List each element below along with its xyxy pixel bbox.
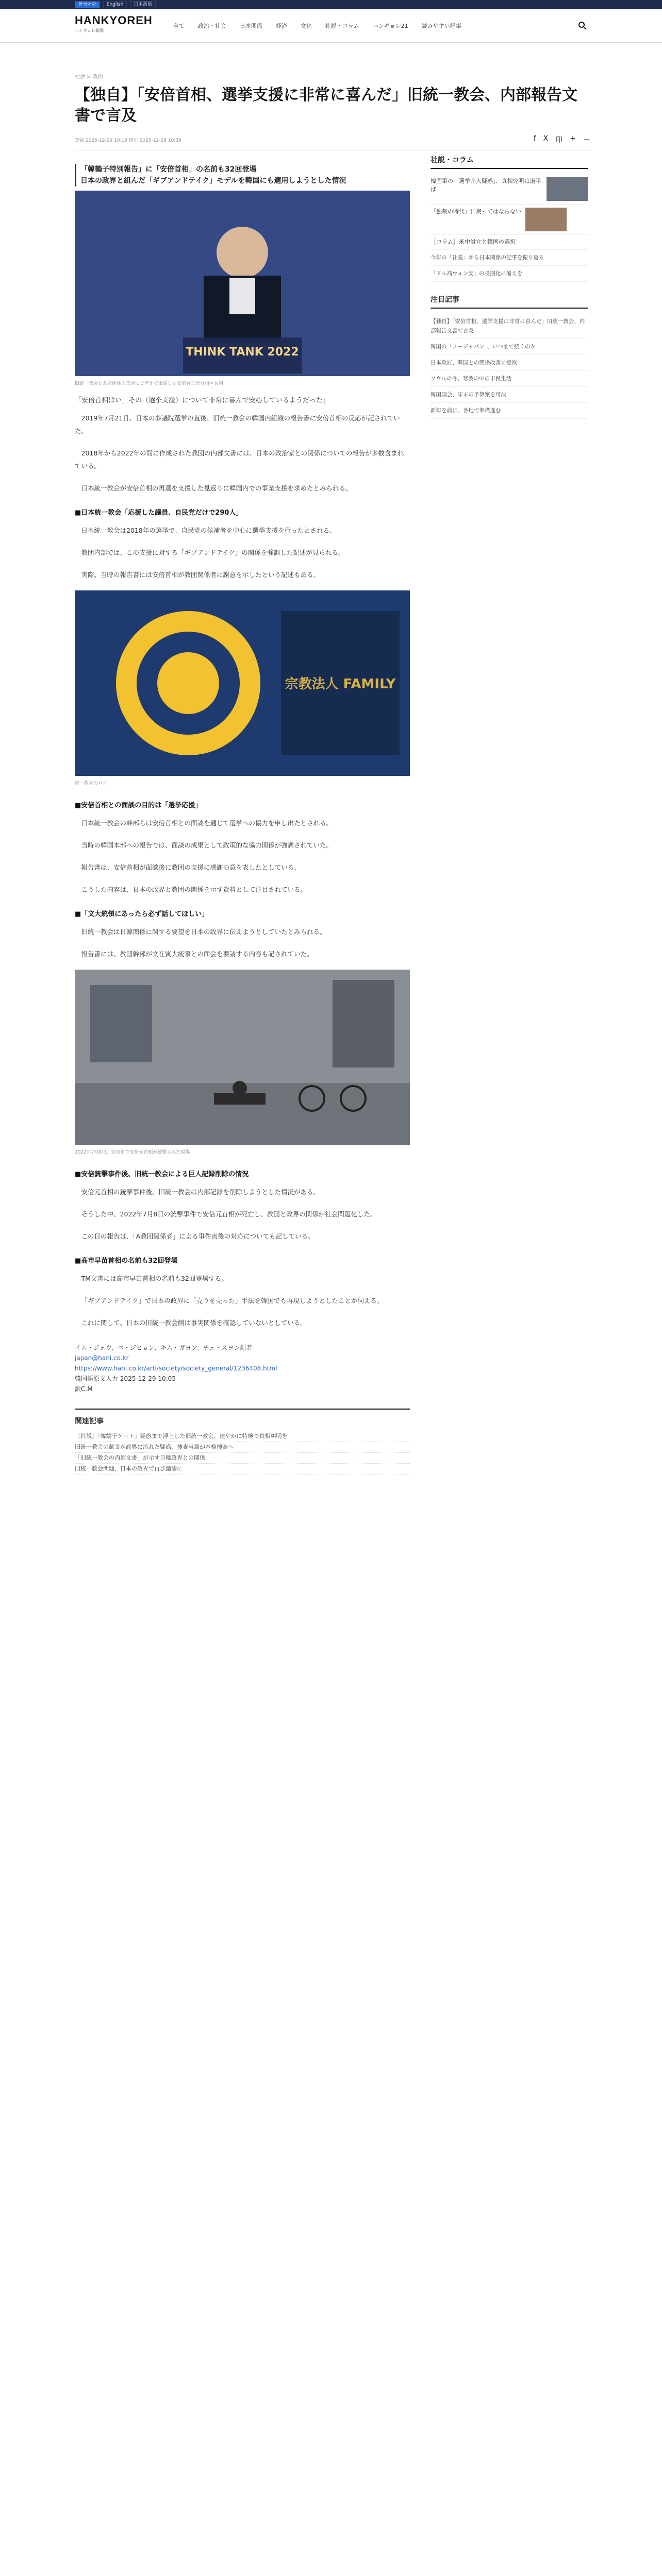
top-language-bar	[0, 0, 662, 9]
article-quote: 「安倍首相はい」その（選挙支援）について非常に喜んで安心しているようだった」	[75, 397, 329, 404]
section-heading-2: ■安倍首相との面談の目的は「選挙応援」	[75, 802, 202, 809]
sidebar-item-text: 「独裁の時代」に戻ってはならない	[431, 208, 521, 215]
sidebar-hot-item[interactable]: 日本政府、韓国との関係改善に意欲	[431, 355, 588, 371]
nav-item-economy[interactable]: 経済	[275, 23, 287, 29]
related-articles	[75, 1409, 410, 1475]
translator: 訳C.M	[75, 1385, 93, 1393]
paragraph: 実際、当時の報告書には安倍首相が教団関係者に謝意を示したという記述もある。	[81, 571, 320, 579]
related-item[interactable]: ［社説］「韓鶴子ゲート」疑惑まで浮上した旧統一教会、速やかに特検で真相糾明を	[75, 1431, 410, 1442]
nav-item-all[interactable]: 全て	[173, 23, 185, 29]
paragraph: 「ギブアンドテイク」で日本の政界に「売りを売った」手法を韓国でも再現しようとしたことが伺える。	[81, 1297, 384, 1304]
search-icon[interactable]	[578, 21, 587, 30]
sidebar-hot-item[interactable]: 【独自】「安倍首相、選挙支援に非常に喜んだ」旧統一教会、内部報告文書で言及	[431, 314, 588, 339]
paragraph: 2019年7月21日、日本の参議院選挙の直後、旧統一教会の韓国内組織の報告書に安倍首相の反応が記されていた。	[75, 414, 400, 435]
article-subheads	[75, 164, 410, 187]
site-logo[interactable]	[75, 15, 153, 36]
sidebar-column-line[interactable]: 今年の「社説」から日本関係の記事を振り返る	[431, 250, 588, 266]
paragraph: 安倍元首相の銃撃事件後、旧統一教会は内部記録を削除しようとした情況がある。	[81, 1188, 320, 1196]
sidebar-item-text: 韓国軍の「選挙介入疑惑」、真相究明は道半ば	[431, 178, 541, 193]
sidebar-thumbnail	[525, 208, 567, 231]
nav-item-politics[interactable]: 政治・社会	[197, 23, 226, 29]
shooting-scene-photo	[75, 970, 410, 1145]
article-meta	[75, 131, 590, 150]
facebook-icon[interactable]: f	[533, 134, 536, 143]
paragraph: そうした中、2022年7月8日の銃撃事件で安倍元首相が死亡し、教団と政界の関係が社会問題化した。	[81, 1210, 377, 1218]
article-header	[75, 72, 590, 150]
byline-email-link[interactable]: japan@hani.co.kr	[75, 1354, 129, 1362]
font-decrease-icon[interactable]: －	[583, 136, 590, 144]
logo-photo-text: 宗教法人 FAMILY	[285, 676, 396, 692]
paragraph: これに関して、日本の旧統一教会側は事実関係を確認していないとしている。	[81, 1319, 307, 1327]
sidebar-column-item[interactable]	[431, 174, 588, 205]
paragraph: 日本統一教会は2018年の選挙で、自民党の候補者を中心に選挙支援を行ったとされる。	[81, 527, 336, 534]
lang-japanese[interactable]: 日本語版	[130, 1, 156, 8]
paragraph: 当時の韓国本部への報告では、面談の成果として政策的な協力関係が強調されていた。	[81, 841, 333, 849]
x-icon[interactable]: X	[543, 134, 549, 143]
sidebar-column-line[interactable]: 「ドル高ウォン安」の長期化に備えを	[431, 266, 588, 282]
lang-english[interactable]: English	[103, 1, 127, 8]
related-item[interactable]: 旧統一教会問題、日本の政界で再び議論に	[75, 1464, 410, 1475]
original-input-date: 韓国語原文入力 2025-12-29 10:05	[75, 1375, 176, 1382]
paragraph: こうした内容は、日本の政界と教団の関係を示す資料として注目されている。	[81, 886, 307, 893]
article-date: 登録 2025-12-29 10:19 修正 2025-12-29 10:39	[75, 138, 181, 143]
figure-shooting	[75, 970, 410, 1156]
sidebar-hot-item[interactable]: ソウルの冬、寒波の中の市民生活	[431, 371, 588, 387]
figure-abe	[75, 191, 410, 387]
font-increase-icon[interactable]: +	[570, 134, 576, 143]
related-item[interactable]: 旧統一教会の献金が政界に流れた疑惑、捜査当局が本格捜査へ	[75, 1442, 410, 1453]
sidebar-hot-item[interactable]: 韓国の「ノージャパン」、いつまで続くのか	[431, 339, 588, 355]
logo-text: HANKYOREH	[75, 14, 153, 27]
nav-item-culture[interactable]: 文化	[300, 23, 312, 29]
sidebar-hot-title: 注目記事	[431, 294, 588, 309]
related-item[interactable]: 「旧統一教会の内部文書」が示す日韓政界との関係	[75, 1453, 410, 1464]
paragraph: 報告書は、安倍首相が面談後に教団の支援に感謝の意を表したとしている。	[81, 863, 301, 871]
print-icon[interactable]: 印	[555, 136, 563, 144]
figure-logo	[75, 590, 410, 787]
sidebar-column-item[interactable]	[431, 235, 588, 250]
paragraph: 2018年から2022年の間に作成された教団の内部文書には、日本の政治家との関係についての報告が多数含まれている。	[75, 449, 404, 470]
main-nav	[173, 22, 461, 30]
photo1-caption: 旧統一教会と友好団体の集会にビデオで出演した安倍晋三元首相＝共同	[75, 381, 223, 386]
sidebar-hot-item[interactable]: 韓国国会、年末の予算案を可決	[431, 387, 588, 403]
subhead-2: 日本の政界と組んだ「ギブアンドテイク」モデルを韓国にも適用しようとした情況	[80, 177, 346, 185]
abe-photo	[75, 191, 410, 376]
article-body	[75, 159, 410, 1475]
nav-item-japan[interactable]: 日本関係	[239, 23, 262, 29]
related-title: 関連記事	[75, 1417, 104, 1426]
nav-item-hankyoreh21[interactable]: ハンギョレ21	[372, 23, 408, 29]
sidebar-item-text: ［コラム］米中対立と韓国の選択	[431, 239, 516, 245]
unification-logo-photo	[75, 590, 410, 776]
nav-item-easy-read[interactable]: 読みやすい記事	[421, 23, 461, 29]
sidebar-column-title: 社説・コラム	[431, 155, 588, 169]
paragraph: 教団内部では、この支援に対する「ギブアンドテイク」の関係を強調した記述が見られる。	[81, 549, 345, 556]
section-heading-1: ■日本統一教会「応援した議員、自民党だけで290人」	[75, 509, 243, 517]
lang-korean[interactable]: 한국어판	[75, 1, 100, 8]
share-tools	[534, 134, 590, 145]
sidebar-thumbnail	[547, 177, 588, 201]
byline	[75, 1343, 410, 1394]
byline-authors: イム・ジェウ、ペ・ジヒョン、キム・ガヨン、チェ・スヨン記者	[75, 1344, 253, 1351]
article-title: 【独自】「安倍首相、選挙支援に非常に喜んだ」旧統一教会、内部報告文書で言及	[75, 86, 577, 125]
paragraph: TM文書には高市早苗首相の名前も32回登場する。	[81, 1275, 228, 1282]
paragraph: 日本統一教会が安倍首相の再選を支援した見返りに韓国内での事業支援を求めたとみられる。	[81, 484, 352, 492]
section-heading-5: ■高市早苗首相の名前も32回登場	[75, 1257, 178, 1265]
paragraph: 日本統一教会の幹部らは安倍首相との面談を通じて選挙への協力を申し出たとされる。	[81, 819, 333, 827]
photo-banner-text: THINK TANK 2022	[186, 346, 299, 359]
paragraph: 旧統一教会は日韓関係に関する要望を日本の政界に伝えようとしていたとみられる。	[81, 928, 326, 936]
logo-subtext: ハンギョレ新聞	[75, 28, 104, 33]
sidebar-column-item[interactable]	[431, 205, 588, 235]
site-header	[0, 9, 662, 43]
photo2-caption: 統一教会のロゴ	[75, 781, 108, 786]
breadcrumb[interactable]: 社会 > 政治	[75, 74, 103, 80]
section-heading-3: ■「文大統領にあったら必ず話してほしい」	[75, 910, 209, 918]
paragraph: この日の報告は、「A教団関係者」による事件直後の対応についても記している。	[81, 1232, 315, 1240]
paragraph: 報告書には、教団幹部が文在寅大統領との面会を要請する内容も記されていた。	[81, 950, 313, 958]
article-url-link[interactable]: https://www.hani.co.kr/arti/society/society_general/1236408.html	[75, 1365, 277, 1372]
section-heading-4: ■安倍銃撃事件後、旧統一教会による巨人記録削除の情況	[75, 1171, 249, 1178]
photo3-caption: 2022年7月8日、奈良市で安倍元首相が銃撃された現場	[75, 1150, 190, 1155]
subhead-1: 「韓鶴子特別報告」に「安倍首相」の名前も32回登場	[80, 165, 257, 174]
nav-item-opinion[interactable]: 社説・コラム	[325, 23, 359, 29]
sidebar-hot-item[interactable]: 新年を前に、各地で準備進む	[431, 403, 588, 419]
sidebar	[431, 155, 588, 419]
